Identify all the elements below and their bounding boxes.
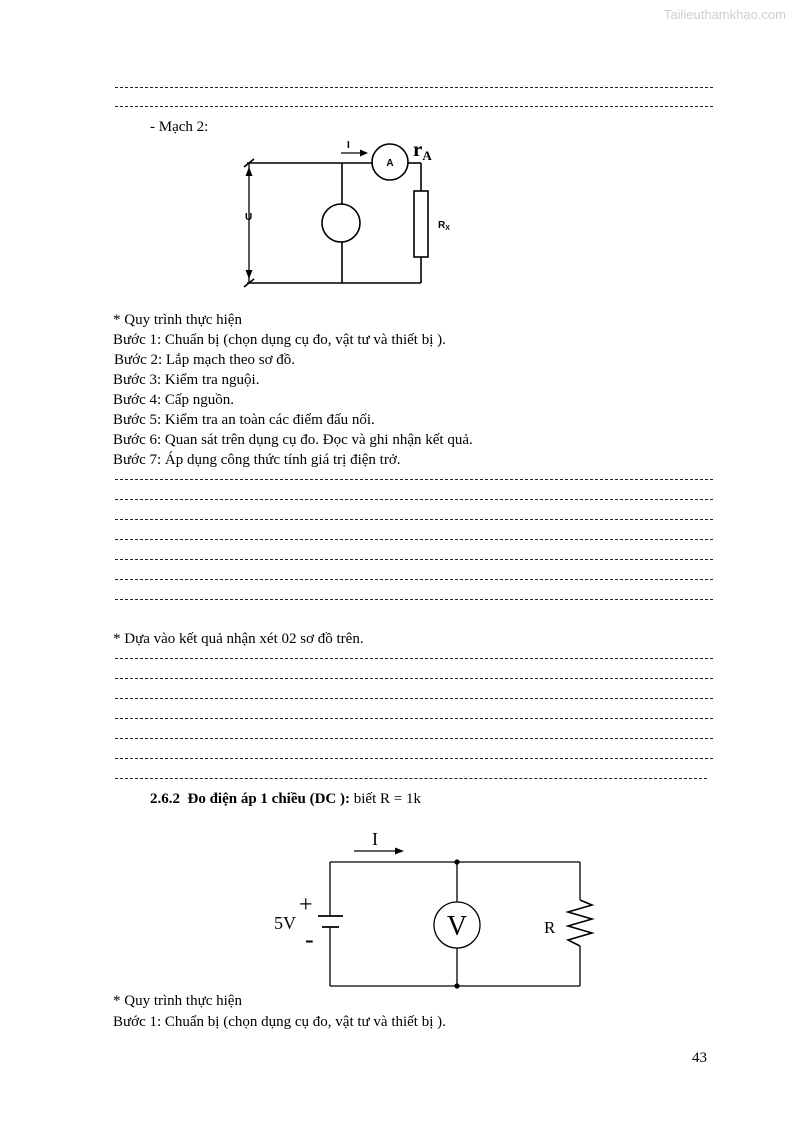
section-number: 2.6.2 <box>150 791 180 807</box>
source-voltage-label: 5V <box>274 913 296 933</box>
ammeter-resistance-label: r <box>413 137 423 161</box>
answer-line <box>115 559 713 560</box>
answer-line <box>115 579 713 580</box>
answer-line <box>115 698 713 699</box>
comparison-title: * Dựa vào kết quả nhận xét 02 sơ đồ trên. <box>113 631 364 647</box>
resistor-subscript: X <box>445 225 450 232</box>
svg-text:RX <box>438 220 450 232</box>
voltage-label: U <box>245 212 253 223</box>
procedure-step: Bước 6: Quan sát trên dụng cụ đo. Đọc và ghi nhận kết quả. <box>113 432 473 448</box>
voltmeter-circle <box>322 204 360 242</box>
resistor-label: R <box>544 918 556 937</box>
section-title: Đo điện áp 1 chiều (DC ): <box>187 791 351 807</box>
procedure-title: * Quy trình thực hiện <box>113 993 242 1009</box>
procedure-step: Bước 1: Chuẩn bị (chọn dụng cụ đo, vật tư và thiết bị ). <box>113 1014 446 1030</box>
voltmeter-label: V <box>446 911 468 942</box>
plus-label: + <box>299 892 313 918</box>
procedure-step: Bước 4: Cấp nguồn. <box>113 392 235 408</box>
procedure-step: Bước 1: Chuẩn bị (chọn dụng cụ đo, vật tư và thiết bị ). <box>113 332 446 348</box>
resistor-label: R <box>438 220 446 231</box>
junction-bottom <box>454 983 459 988</box>
ammeter-label: A <box>386 158 394 169</box>
answer-line <box>115 539 713 540</box>
procedure-step: Bước 7: Áp dụng công thức tính giá trị điện trở. <box>113 452 401 468</box>
answer-line <box>115 778 707 779</box>
circuit-diagram-2 <box>0 820 794 1020</box>
current-label: I <box>347 140 350 151</box>
procedure-title: * Quy trình thực hiện <box>113 312 242 328</box>
page-number: 43 <box>692 1050 707 1066</box>
procedure-step: Bước 5: Kiểm tra an toàn các điểm đấu nối. <box>113 412 375 428</box>
minus-label: - <box>305 925 314 954</box>
section-note: biết R = 1k <box>353 791 421 807</box>
procedure-step: Bước 3: Kiểm tra nguội. <box>113 372 260 388</box>
answer-line <box>115 718 713 719</box>
answer-line <box>115 479 713 480</box>
answer-line <box>115 678 713 679</box>
answer-line <box>115 499 713 500</box>
procedure-step: Bước 2: Lắp mạch theo sơ đồ. <box>114 352 296 368</box>
watermark: Tailieuthamkhao.com <box>663 7 786 22</box>
answer-line <box>115 599 713 600</box>
ammeter-resistance-subscript: A <box>422 148 432 163</box>
resistor-rx <box>414 191 428 257</box>
mach2-label: - Mạch 2: <box>150 119 209 135</box>
answer-line <box>115 658 713 659</box>
section-heading <box>150 790 421 808</box>
answer-line <box>115 758 713 759</box>
answer-line <box>115 519 713 520</box>
resistor-zigzag <box>568 900 592 946</box>
current-label: I <box>372 829 378 849</box>
junction-top <box>454 859 459 864</box>
svg-text:rA <box>413 137 432 163</box>
answer-line <box>115 738 713 739</box>
circuit-diagram-1 <box>0 0 794 300</box>
